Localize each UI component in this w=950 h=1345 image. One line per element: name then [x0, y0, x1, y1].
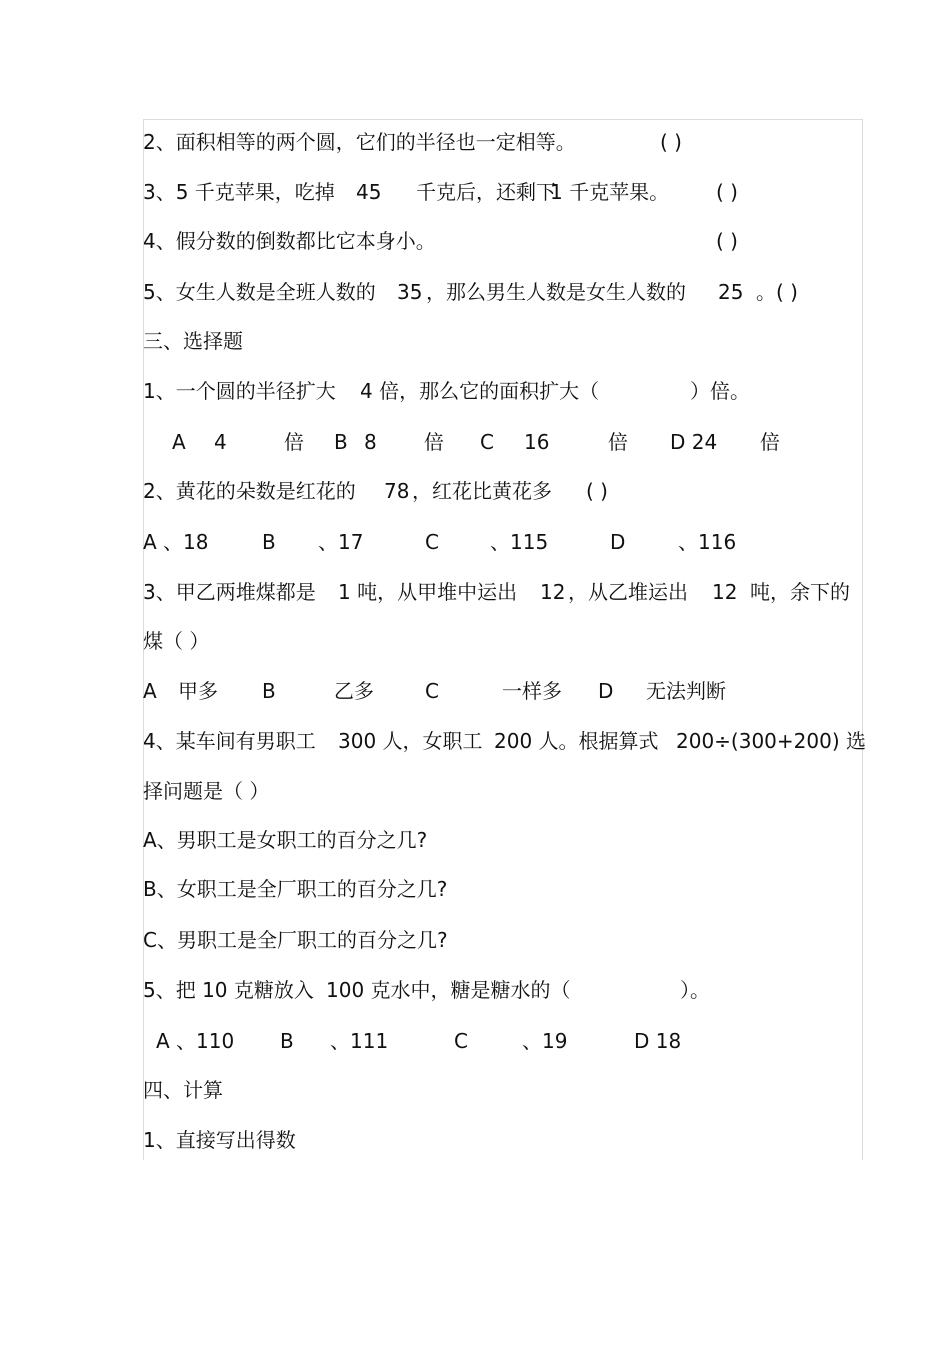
s3-q3-opt-c: C — [425, 679, 439, 703]
s3-q5-b: 100 克水中，糖是糖水的（ — [326, 978, 571, 1002]
s3-q3-opt-d: D — [598, 679, 614, 703]
section4-title: 四、计算 — [143, 1078, 223, 1102]
s3-q5-text: 5、把 10 克糖放入 — [143, 978, 314, 1002]
judge-q2-blank: ( ) — [660, 130, 682, 154]
s3-q3-opt-d-text: 无法判断 — [646, 679, 726, 703]
s3-q1-opt-a: A — [172, 430, 186, 454]
section3-title: 三、选择题 — [143, 329, 243, 353]
s3-q3-c: 12 — [540, 580, 566, 604]
judge-q5-e: 。( ) — [756, 280, 798, 304]
s3-q5-opt-c-val: 、19 — [522, 1029, 568, 1053]
s3-q3-opt-c-text: 一样多 — [502, 679, 562, 703]
page-frame — [143, 119, 863, 1160]
s3-q5-opt-a: A 、110 — [156, 1029, 235, 1053]
s3-q2-opt-b: B — [262, 530, 276, 554]
judge-q2-text: 2、面积相等的两个圆，它们的半径也一定相等。 — [143, 130, 576, 154]
judge-q5-b: 35 — [397, 280, 423, 304]
s3-q5-opt-c: C — [454, 1029, 468, 1053]
s3-q1-opt-a-val: 4 — [214, 430, 227, 454]
s3-q3-b: 1 吨，从甲堆中运出 — [338, 580, 518, 604]
s3-q3-f: 吨，余下的 — [750, 580, 850, 604]
s3-q5-opt-b-val: 、111 — [330, 1029, 389, 1053]
s3-q2-opt-c-val: 、115 — [490, 530, 549, 554]
s3-q1-opt-d: D 24 — [670, 430, 718, 454]
s3-q2-num: 78 — [384, 479, 410, 503]
judge-q5-c: ，那么男生人数是女生人数的 — [426, 280, 686, 304]
s3-q1-opt-b: B — [334, 430, 348, 454]
s3-q3-a: 3、甲乙两堆煤都是 — [143, 580, 316, 604]
s3-q2-opt-d-val: 、116 — [678, 530, 737, 554]
judge-q3-c: 千克后，还剩下 — [416, 180, 556, 204]
s3-q4-b: 300 人，女职工 — [338, 729, 483, 753]
s3-q1-opt-c-val: 16 — [524, 430, 550, 454]
s3-q1-num: 4 倍，那么它的面积扩大（ — [360, 379, 600, 403]
s3-q1-opt-d-unit: 倍 — [760, 430, 780, 454]
judge-q3-d: 1 千克苹果。 — [550, 180, 670, 204]
s3-q2-opt-c: C — [425, 530, 439, 554]
judge-q5-d: 25 — [718, 280, 744, 304]
s3-q3-opt-b-text: 乙多 — [334, 679, 374, 703]
s3-q1-text: 1、一个圆的半径扩大 — [143, 379, 336, 403]
s3-q4-opt-c: C、男职工是全厂职工的百分之几? — [143, 928, 448, 952]
s3-q1-opt-b-unit: 倍 — [424, 430, 444, 454]
s3-q2-paren: ( ) — [586, 479, 608, 503]
s3-q3-d: ，从乙堆运出 — [568, 580, 688, 604]
s3-q3-e: 12 — [712, 580, 738, 604]
s3-q5-opt-b: B — [280, 1029, 294, 1053]
s3-q2-opt-a: A 、18 — [143, 530, 209, 554]
s3-q3-opt-a-text: 甲多 — [178, 679, 218, 703]
s3-q2-opt-d: D — [610, 530, 626, 554]
judge-q3-b: 45 — [356, 180, 382, 204]
s3-q4-c: 200 人。根据算式 — [494, 729, 659, 753]
s3-q5-opt-d: D 18 — [634, 1029, 682, 1053]
s3-q1-opt-b-val: 8 — [364, 430, 377, 454]
judge-q4-blank: ( ) — [716, 229, 738, 253]
s3-q3-opt-b: B — [262, 679, 276, 703]
s3-q1-opt-c: C — [480, 430, 494, 454]
judge-q3-blank: ( ) — [716, 180, 738, 204]
s3-q2-text: 2、黄花的朵数是红花的 — [143, 479, 356, 503]
judge-q4-text: 4、假分数的倒数都比它本身小。 — [143, 229, 436, 253]
s3-q1-end: ）倍。 — [690, 379, 750, 403]
s3-q1-opt-c-unit: 倍 — [608, 430, 628, 454]
s3-q3-line2: 煤（ ） — [143, 629, 210, 653]
s3-q3-opt-a: A — [143, 679, 157, 703]
s3-q4-opt-a: A、男职工是女职工的百分之几? — [143, 828, 428, 852]
s3-q4-d: 200÷(300+200) 选 — [676, 729, 866, 753]
s3-q4-a: 4、某车间有男职工 — [143, 729, 316, 753]
s4-q1: 1、直接写出得数 — [143, 1128, 296, 1152]
s3-q4-line2: 择问题是（ ） — [143, 779, 270, 803]
judge-q3-a: 3、5 千克苹果，吃掉 — [143, 180, 335, 204]
s3-q2-end: ，红花比黄花多 — [412, 479, 552, 503]
s3-q4-opt-b: B、女职工是全厂职工的百分之几? — [143, 877, 448, 901]
judge-q5-a: 5、女生人数是全班人数的 — [143, 280, 376, 304]
s3-q1-opt-a-unit: 倍 — [284, 430, 304, 454]
s3-q5-end: ）。 — [680, 978, 710, 1002]
s3-q2-opt-b-val: 、17 — [318, 530, 364, 554]
